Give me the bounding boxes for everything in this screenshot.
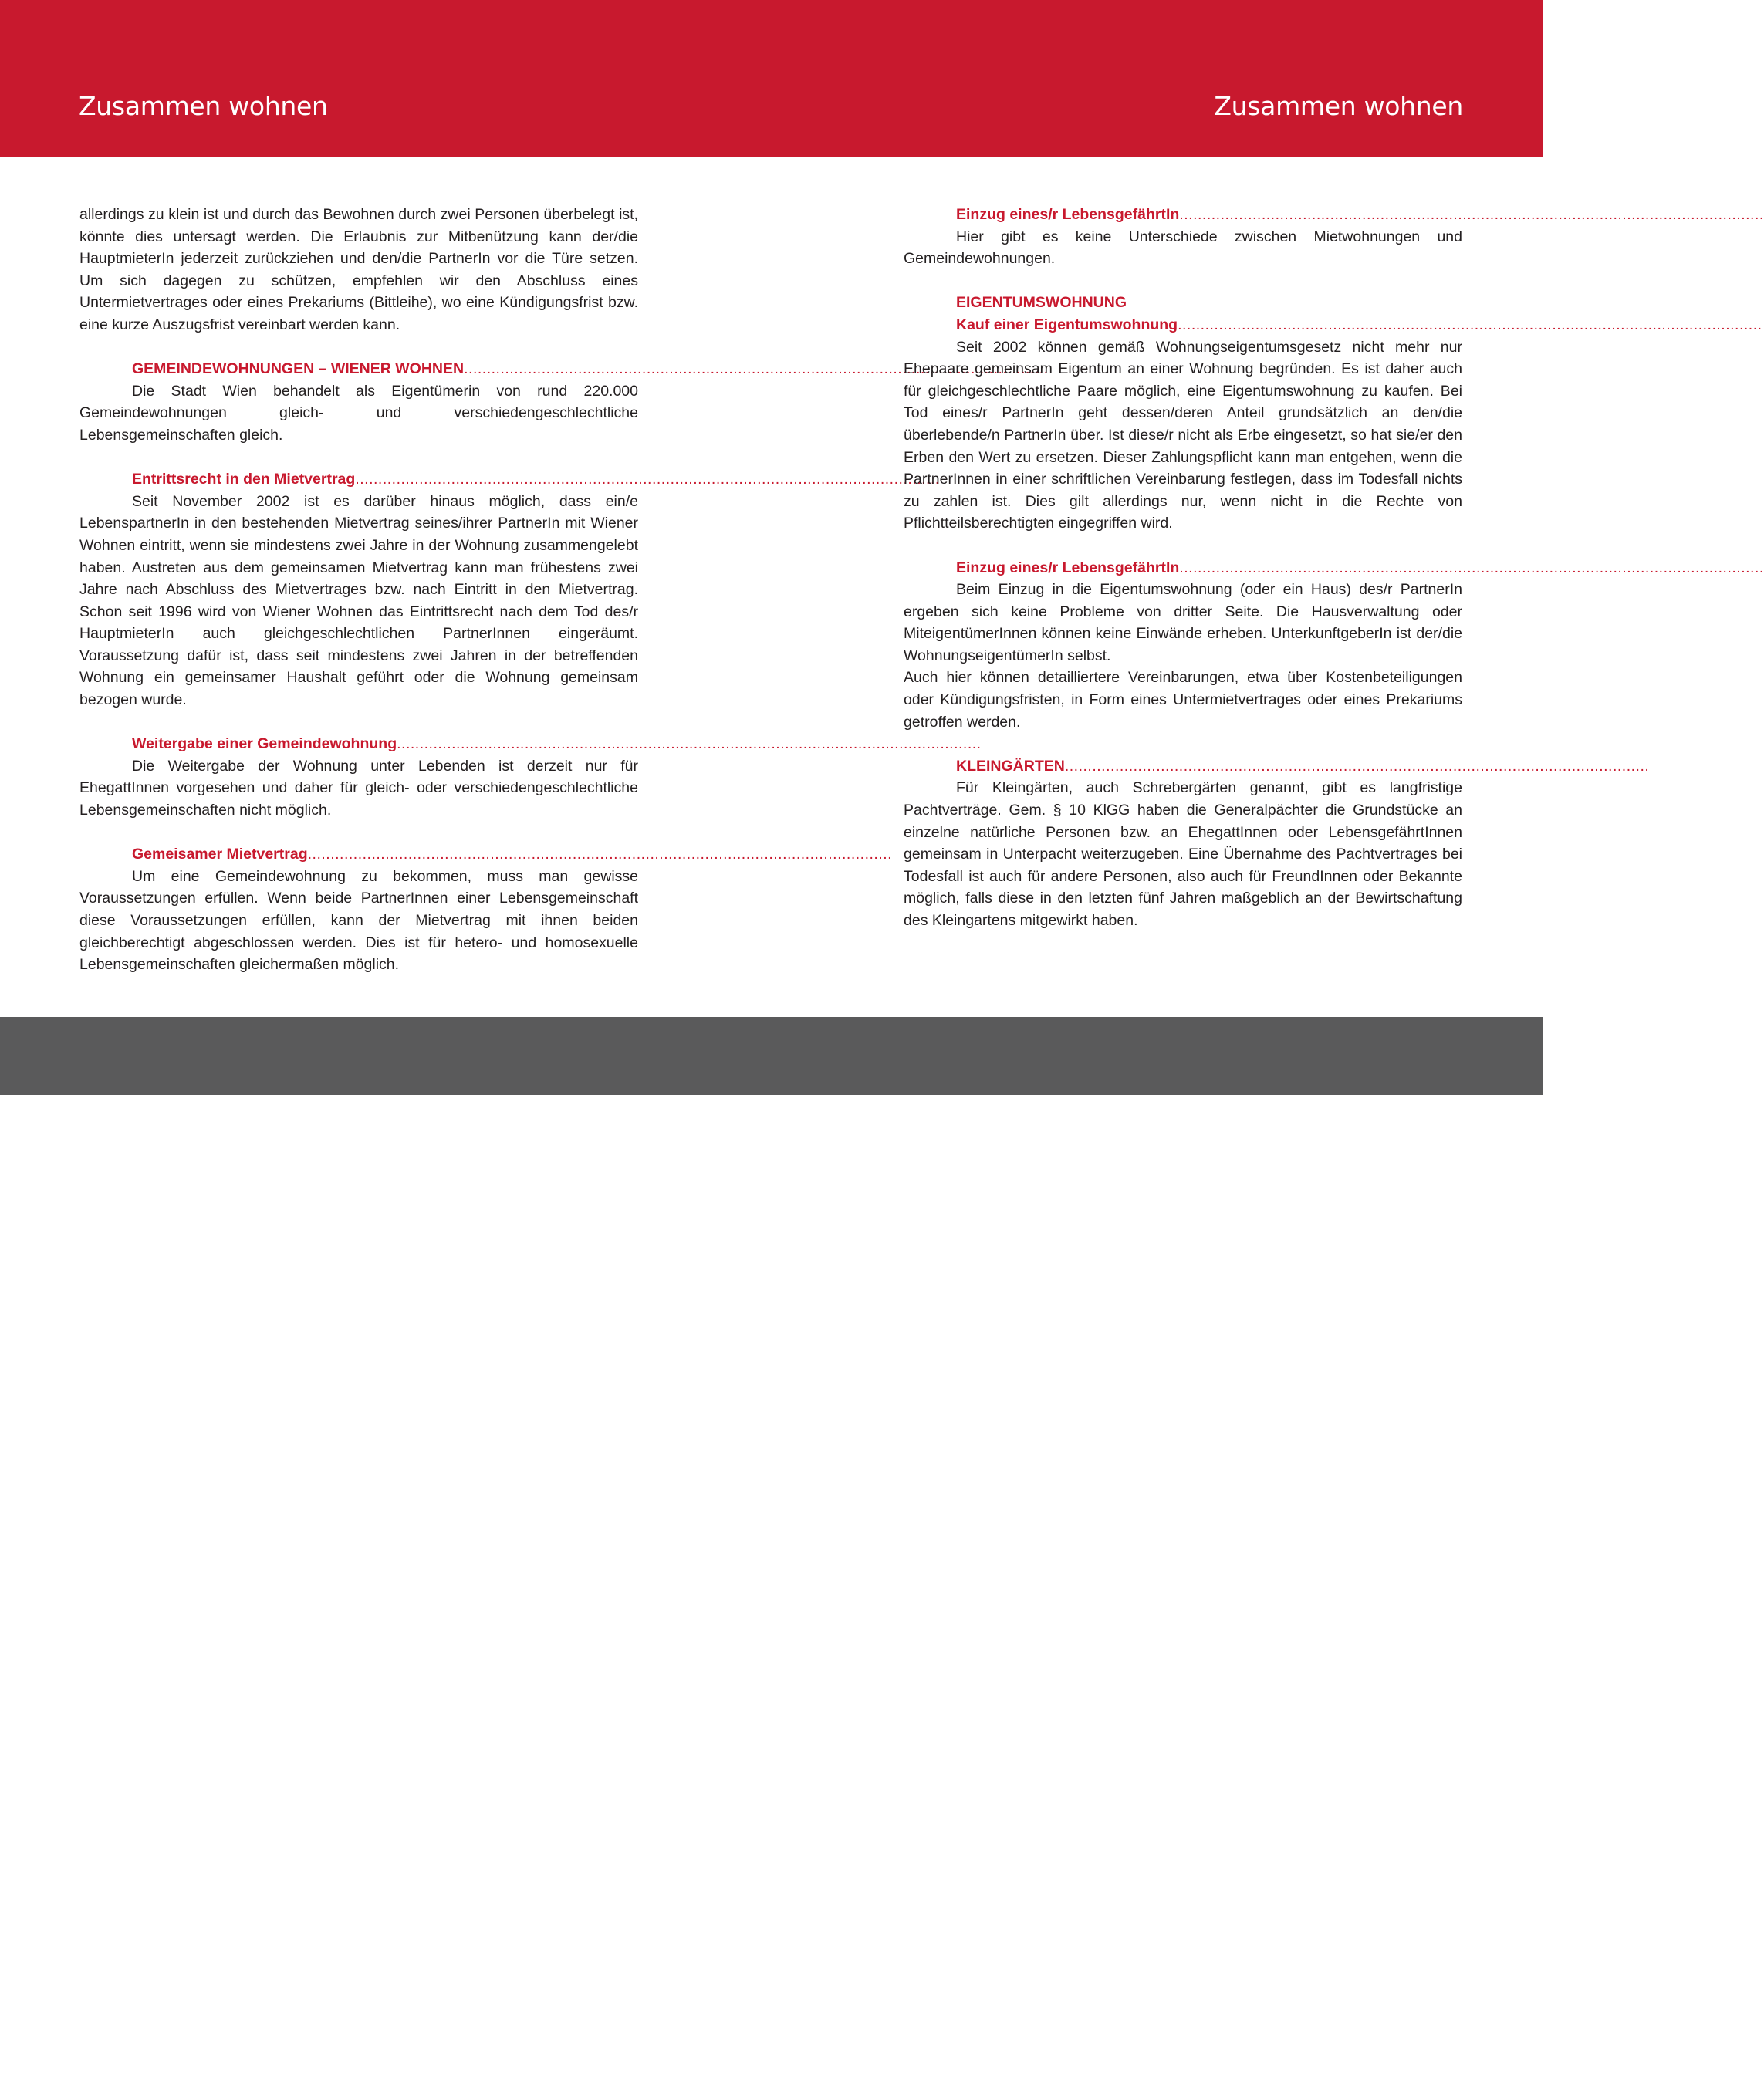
section-heading: KLEINGÄRTEN................................................................................................................................	[956, 757, 1650, 775]
running-title-right: Zusammen wohnen	[1214, 91, 1463, 121]
section-paragraph: Für Kleingärten, auch Schrebergärten genannt, gibt es langfristige Pachtverträge. Gem. § 10 KlGG haben die Generalpächter die Grundstücke an einzelne natürliche Personen bzw. an EhegattInnen oder LebensgefährtInnen gemeinsam in Unterpacht weiterzugeben. Eine Übernahme des Pachtvertrages bei Todesfall ist auch für andere Personen, also auch für FreundInnen oder Bekannte möglich, falls diese in den letzten fünf Jahren maßgeblich an der Bewirtschaftung des Kleingartens mitgewirkt haben.	[904, 779, 1462, 929]
section-paragraph: Beim Einzug in die Eigentumswohnung (oder ein Haus) des/r PartnerIn ergeben sich keine Probleme von dritter Seite. Die Hausverwaltung oder MiteigentümerInnen können keine Einwände erheben. UnterkunftgeberIn ist der/die WohnungseigentümerIn selbst.	[904, 581, 1462, 664]
left-intro-paragraph: allerdings zu klein ist und durch das Bewohnen durch zwei Personen überbelegt ist, könnte dies untersagt werden. Die Erlaubnis zur Mitbenützung kann der/die HauptmieterIn jederzeit zurückziehen und den/die PartnerIn vor die Türe setzen. Um sich dagegen zu schützen, empfehlen wir den Abschluss eines Untermietvertrages oder eines Prekariums (Bittleihe), wo eine Kündigungsfrist bzw. eine kurze Auszugsfrist vereinbart werden kann.	[79, 206, 638, 333]
section-heading: Einzug eines/r LebensgefährtIn................................................................................................................................	[956, 206, 1764, 223]
section-paragraph-continued: Auch hier können detailliertere Vereinbarungen, etwa über Kostenbeteiligungen oder Kündigungsfristen, in Form eines Untermietvertrages oder eines Prekariums getroffen werden.	[904, 669, 1462, 731]
footer-bar	[0, 1017, 1543, 2077]
section-paragraph: Um eine Gemeindewohnung zu bekommen, muss man gewisse Voraussetzungen erfüllen. Wenn beide PartnerInnen einer Lebensgemeinschaft diese Voraussetzungen erfüllen, kann der Mietvertrag mit ihnen beiden gleichberechtigt abgeschlossen werden. Dies ist für hetero- und homosexuelle Lebensgemeinschaften gleichermaßen möglich.	[79, 867, 638, 974]
section-heading: EIGENTUMSWOHNUNG	[956, 294, 1127, 312]
section-paragraph: Seit 2002 können gemäß Wohnungseigentumsgesetz nicht mehr nur Ehepaare gemeinsam Eigentum an einer Wohnung begründen. Es ist daher auch für gleichgeschlechtliche Paare möglich, eine Eigentumswohnung zu kaufen. Bei Tod eines/r PartnerIn geht dessen/deren Anteil grundsätzlich an den/die überlebende/n PartnerIn über. Ist diese/r nicht als Erbe eingesetzt, so hat sie/er den Erben den Wert zu ersetzen. Dieser Zahlungspflicht kann man entgehen, wenn die PartnerInnen in einer schriftlichen Vereinbarung festlegen, dass im Todesfall nichts zu zahlen ist. Dies gilt allerdings nur, wenn nicht in die Rechte von Pflichtteilsberechtigten eingegriffen wird.	[904, 338, 1462, 532]
section-paragraph: Seit November 2002 ist es darüber hinaus möglich, dass ein/e LebenspartnerIn in den bestehenden Mietvertrag seines/ihrer PartnerIn mit Wiener Wohnen eintritt, wenn sie mindestens zwei Jahre in der Wohnung zusammengelebt haben. Austreten aus dem gemeinsamen Mietvertrag kann man frühestens zwei Jahre nach Abschluss des Mietvertrages bzw. nach Eintritt in den Mietvertrag. Schon seit 1996 wird von Wiener Wohnen das Eintrittsrecht nach dem Tod des/r HauptmieterIn auch gleichgeschlechtlichen PartnerInnen eingeräumt. Voraussetzung dafür ist, dass seit mindestens zwei Jahren in der betreffenden Wohnung ein gemeinsamer Haushalt geführt oder die Wohnung gemeinsam bezogen wurde.	[79, 492, 638, 709]
header-bar	[0, 0, 1543, 157]
running-title-left: Zusammen wohnen	[79, 91, 328, 121]
section-subheading: Kauf einer Eigentumswohnung................................................................................................................................	[956, 316, 1762, 333]
section-heading: Entrittsrecht in den Mietvertrag................................................................................................................................	[132, 471, 940, 488]
page-number-left: 66	[80, 2064, 93, 2077]
page-number-right: 67	[1450, 2064, 1463, 2077]
section-paragraph: Die Stadt Wien behandelt als Eigentümerin von rund 220.000 Gemeindewohnungen gleich- und verschiedengeschlechtliche Lebensgemeinschaften gleich.	[79, 382, 638, 444]
section-heading: Gemeisamer Mietvertrag................................................................................................................................	[132, 846, 893, 863]
right-page-column	[904, 204, 1764, 932]
section-paragraph: Hier gibt es keine Unterschiede zwischen Mietwohnungen und Gemeindewohnungen.	[904, 228, 1462, 268]
section-heading: GEMEINDEWOHNUNGEN – WIENER WOHNEN................................................................................................................................	[132, 360, 1049, 378]
section-paragraph: Die Weitergabe der Wohnung unter Lebenden ist derzeit nur für EhegattInnen vorgesehen und daher für gleich- oder verschiedengeschlechtliche Lebensgemeinschaften nicht möglich.	[79, 757, 638, 819]
section-heading: Weitergabe einer Gemeindewohnung................................................................................................................................	[132, 735, 982, 753]
section-heading: Einzug eines/r LebensgefährtIn................................................................................................................................	[956, 559, 1764, 576]
